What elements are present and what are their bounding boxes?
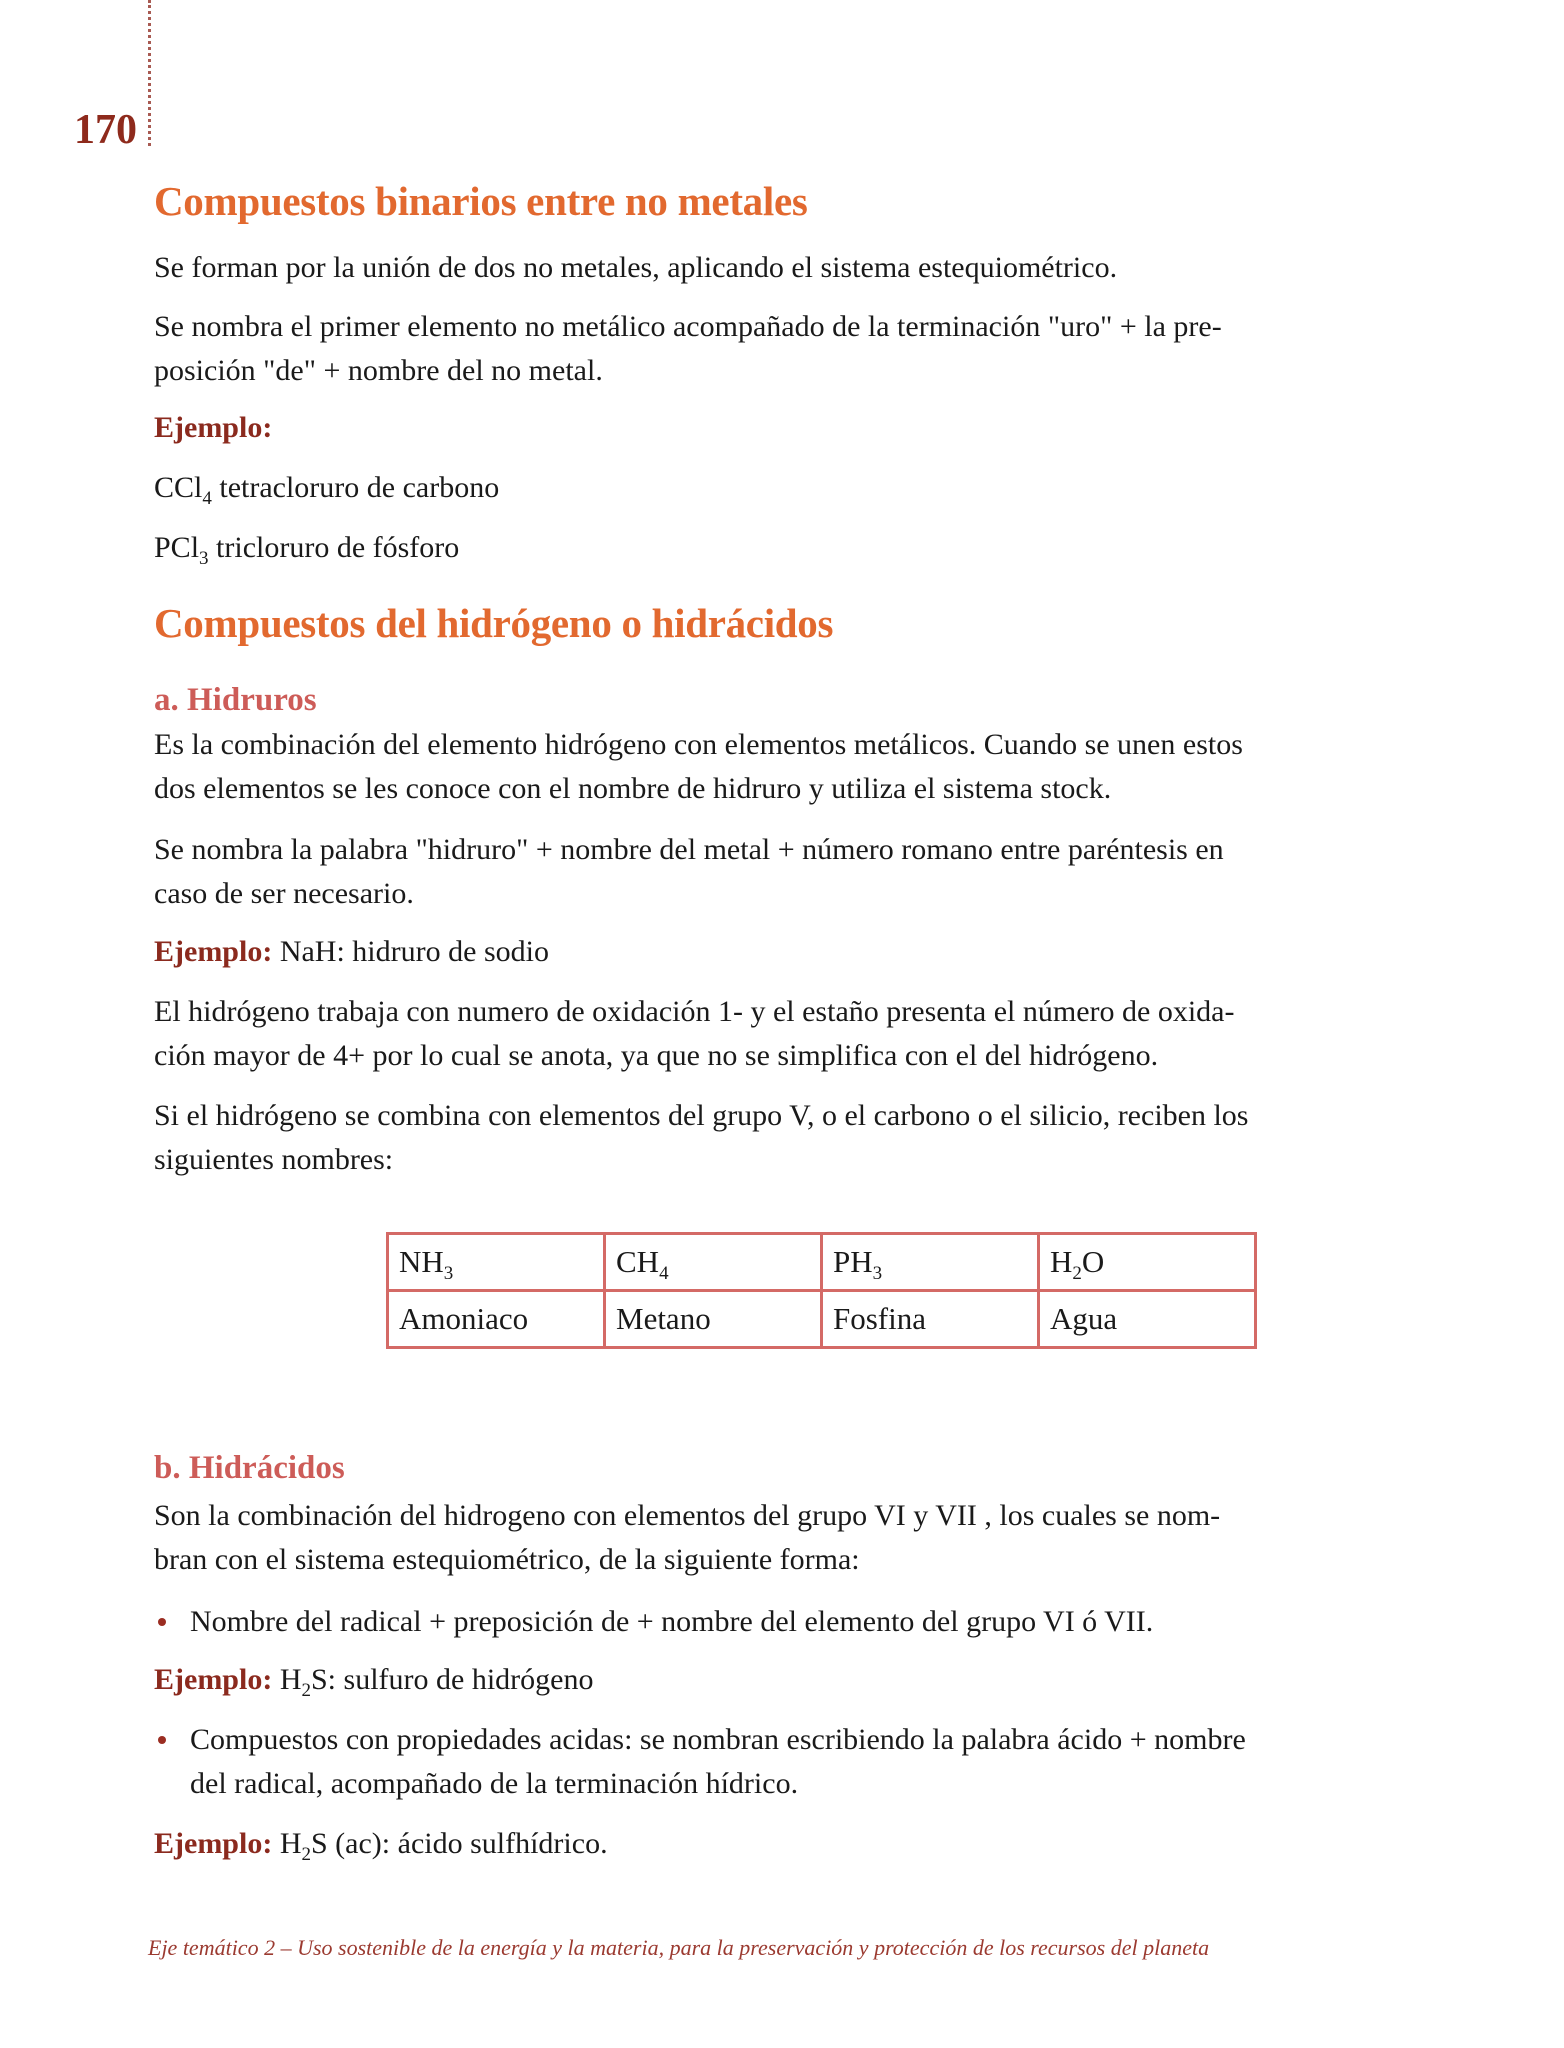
subsection-title-hidruros: a. Hidruros bbox=[154, 682, 317, 718]
section-title-binarios: Compuestos binarios entre no metales bbox=[154, 178, 808, 224]
margin-dotted-rule bbox=[148, 0, 151, 146]
formula: NH bbox=[399, 1244, 444, 1279]
paragraph: Si el hidrógeno se combina con elementos del grupo V, o el carbono o el silicio, reciben los bbox=[154, 1099, 1249, 1132]
formula: H bbox=[1050, 1244, 1073, 1279]
example-h2s bbox=[154, 1658, 593, 1702]
paragraph: Es la combinación del elemento hidrógeno con elementos metálicos. Cuando se unen estos bbox=[154, 728, 1243, 761]
hydrides-table bbox=[386, 1232, 1257, 1349]
paragraph: dos elementos se les conoce con el nombre de hidruro y utiliza el sistema stock. bbox=[154, 772, 1112, 805]
subsection-title-hidracidos: b. Hidrácidos bbox=[154, 1450, 345, 1486]
compound-name: tricloruro de fósforo bbox=[208, 531, 460, 564]
subscript: 4 bbox=[202, 488, 212, 509]
paragraph: Son la combinación del hidrogeno con elementos del grupo VI y VII , los cuales se nom- bbox=[154, 1499, 1221, 1532]
paragraph: posición "de" + nombre del no metal. bbox=[154, 354, 603, 387]
example-label: Ejemplo: bbox=[154, 935, 273, 968]
bullet-item-continuation: del radical, acompañado de la terminación hídrico. bbox=[190, 1767, 799, 1800]
page-number: 170 bbox=[74, 107, 137, 153]
example-text: NaH: hidruro de sodio bbox=[272, 935, 549, 968]
example-nah bbox=[154, 930, 549, 974]
bullet-icon bbox=[158, 1736, 166, 1744]
paragraph: Se nombra el primer elemento no metálico acompañado de la terminación "uro" + la pre- bbox=[154, 310, 1222, 343]
bullet-icon bbox=[158, 1618, 166, 1626]
bullet-item: Compuestos con propiedades acidas: se nombran escribiendo la palabra ácido + nombre bbox=[190, 1723, 1246, 1756]
paragraph: Se nombra la palabra "hidruro" + nombre del metal + número romano entre paréntesis en bbox=[154, 833, 1224, 866]
running-footer: Eje temático 2 – Uso sostenible de la energía y la materia, para la preservación y protección de los recursos del planeta bbox=[148, 1935, 1210, 1960]
subscript: 2 bbox=[1072, 1263, 1082, 1284]
table-cell bbox=[1039, 1234, 1256, 1291]
table-cell: Amoniaco bbox=[388, 1291, 605, 1348]
table-row-formulas bbox=[388, 1234, 1256, 1291]
formula: PCl bbox=[154, 531, 200, 564]
table-row-names bbox=[388, 1291, 1256, 1348]
paragraph: caso de ser necesario. bbox=[154, 877, 414, 910]
example-label: Ejemplo: bbox=[154, 411, 273, 444]
table-cell bbox=[822, 1234, 1039, 1291]
subscript: 3 bbox=[443, 1263, 454, 1284]
formula-tail: O bbox=[1081, 1244, 1105, 1279]
example-ccl4 bbox=[154, 466, 499, 510]
table-cell: Metano bbox=[605, 1291, 822, 1348]
example-text: S: sulfuro de hidrógeno bbox=[311, 1663, 594, 1696]
paragraph: bran con el sistema estequiométrico, de la siguiente forma: bbox=[154, 1543, 860, 1576]
example-pcl3 bbox=[154, 526, 459, 570]
formula: CCl bbox=[154, 471, 203, 504]
table-cell bbox=[605, 1234, 822, 1291]
table-cell: Agua bbox=[1039, 1291, 1256, 1348]
subscript: 2 bbox=[301, 1844, 311, 1865]
subscript: 2 bbox=[301, 1680, 311, 1701]
example-h2s-ac bbox=[154, 1822, 608, 1866]
subscript: 3 bbox=[872, 1263, 883, 1284]
section-title-hidracidos: Compuestos del hidrógeno o hidrácidos bbox=[154, 600, 834, 646]
example-label: Ejemplo: bbox=[154, 1663, 273, 1696]
table-cell bbox=[388, 1234, 605, 1291]
subscript: 4 bbox=[659, 1263, 669, 1284]
paragraph: Se forman por la unión de dos no metales, aplicando el sistema estequiométrico. bbox=[154, 251, 1118, 284]
compound-name: tetracloruro de carbono bbox=[211, 471, 500, 504]
example-text: S (ac): ácido sulfhídrico. bbox=[311, 1827, 608, 1860]
paragraph: siguientes nombres: bbox=[154, 1143, 394, 1176]
example-label: Ejemplo: bbox=[154, 1827, 273, 1860]
formula: PH bbox=[833, 1244, 873, 1279]
table-cell: Fosfina bbox=[822, 1291, 1039, 1348]
formula: H bbox=[272, 1827, 302, 1860]
formula: CH bbox=[616, 1244, 660, 1279]
formula: H bbox=[272, 1663, 302, 1696]
paragraph: ción mayor de 4+ por lo cual se anota, ya que no se simplifica con el del hidrógeno. bbox=[154, 1039, 1159, 1072]
bullet-item: Nombre del radical + preposición de + nombre del elemento del grupo VI ó VII. bbox=[190, 1605, 1154, 1638]
subscript: 3 bbox=[199, 548, 209, 569]
paragraph: El hidrógeno trabaja con numero de oxidación 1- y el estaño presenta el número de oxida- bbox=[154, 995, 1235, 1028]
